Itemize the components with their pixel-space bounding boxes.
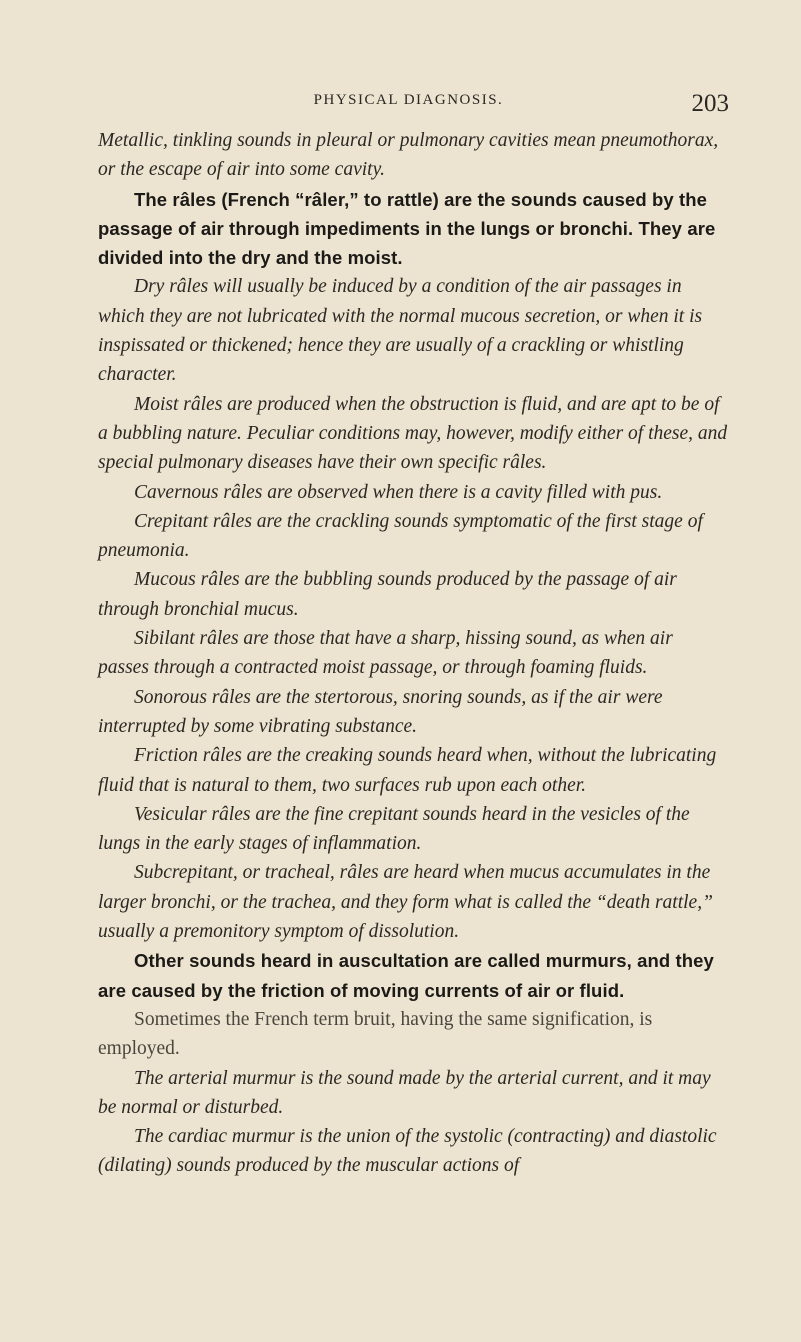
body-text	[98, 126, 728, 1181]
page-number: 203	[691, 90, 729, 117]
running-head	[84, 0, 733, 117]
paragraph-moist-rales: Moist râles are produced when the obstruction is fluid, and are apt to be of a bubbling nature. Peculiar conditions may, however, modify either of these, and special pulmonary diseases have their own specific râles.	[98, 393, 728, 474]
paragraph-sibilant-rales: Sibilant râles are those that have a sharp, hissing sound, as when air passes through a contracted moist passage, or through foaming fluids.	[98, 628, 673, 679]
paragraph-cavernous-rales: Cavernous râles are observed when there is a cavity filled with pus.	[134, 481, 663, 503]
running-title: PHYSICAL DIAGNOSIS.	[313, 92, 504, 108]
paragraph-murmurs-intro: Other sounds heard in auscultation are called murmurs, and they are caused by the friction of moving currents of air or fluid.	[98, 950, 714, 1001]
paragraph-vesicular-rales: Vesicular râles are the fine crepitant sounds heard in the vesicles of the lungs in the early stages of inflammation.	[98, 803, 690, 855]
paragraph-crepitant-rales: Crepitant râles are the crackling sounds symptomatic of the first stage of pneumonia.	[98, 510, 703, 562]
paragraph-metallic-sounds: Metallic, tinkling sounds in pleural or pulmonary cavities mean pneumothorax, or the escape of air into some cavity.	[98, 130, 719, 181]
paragraph-arterial-murmur: The arterial murmur is the sound made by the arterial current, and it may be normal or disturbed.	[98, 1067, 711, 1118]
paragraph-mucous-rales: Mucous râles are the bubbling sounds produced by the passage of air through bronchial mucus.	[98, 569, 677, 620]
paragraph-dry-rales: Dry râles will usually be induced by a condition of the air passages in which they are not lubricated with the normal mucous secretion, or when it is inspissated or thickened; hence they are usually of a crackling or whistling character.	[98, 276, 703, 386]
paragraph-subcrepitant-rales: Subcrepitant, or tracheal, râles are heard when mucus accumulates in the larger bronchi, or the trachea, and they form what is called the “death rattle,” usually a premonitory symptom of dissolution.	[98, 862, 713, 943]
paragraph-sonorous-rales: Sonorous râles are the stertorous, snoring sounds, as if the air were interrupted by some vibrating substance.	[98, 686, 663, 737]
paragraph-cardiac-murmur: The cardiac murmur is the union of the systolic (contracting) and diastolic (dilating) sounds produced by the muscular actions of	[98, 1126, 717, 1177]
paragraph-bruit: Sometimes the French term bruit, having the same signification, is employed.	[98, 1008, 653, 1060]
paragraph-friction-rales: Friction râles are the creaking sounds heard when, without the lubricating fluid that is natural to them, two surfaces rub upon each other.	[98, 745, 717, 796]
paragraph-rales-intro: The râles (French “râler,” to rattle) are the sounds caused by the passage of air through impediments in the lungs or bronchi. They are divided into the dry and the moist.	[98, 188, 716, 269]
